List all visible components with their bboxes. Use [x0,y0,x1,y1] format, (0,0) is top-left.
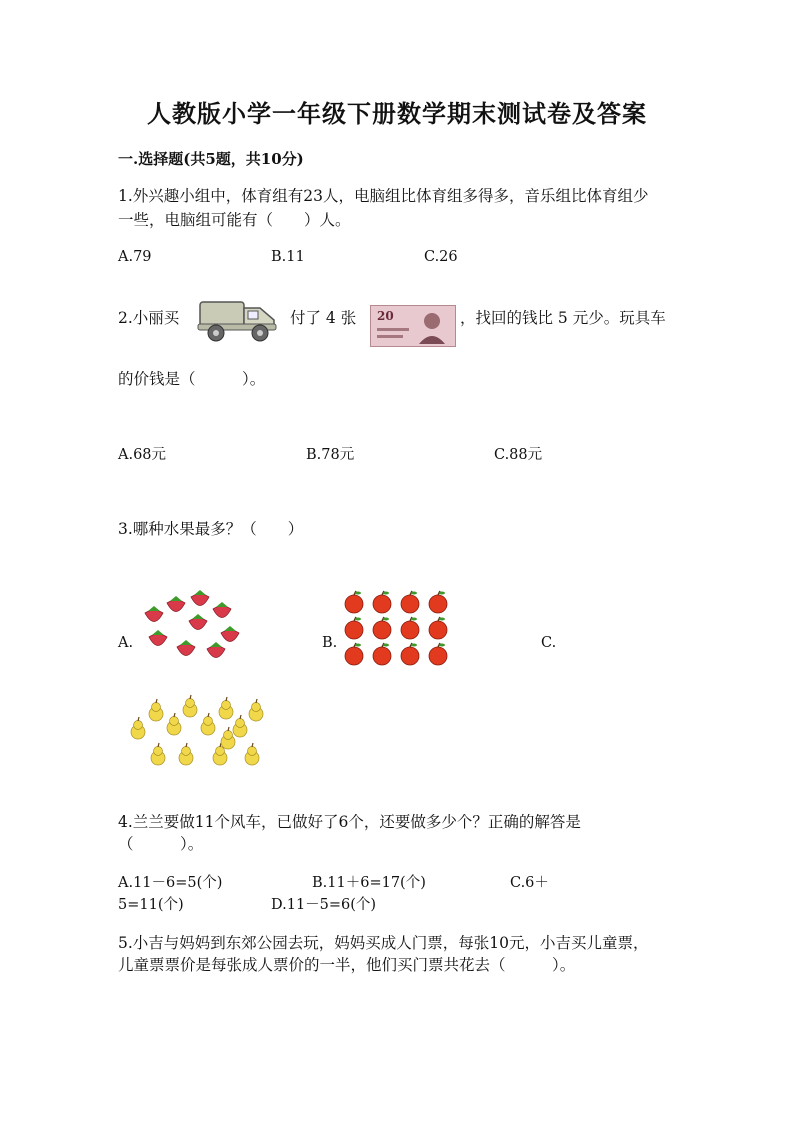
strawberry-icon [145,606,163,622]
question-4-option-c: C.6＋ [510,875,549,891]
strawberries-image [140,586,250,670]
pear-icon [167,713,181,735]
strawberry-icon [191,590,209,606]
pears-image [128,692,268,772]
apple-icon [373,617,391,639]
apple-icon [429,643,447,665]
question-2-part-3: ，找回的钱比 5 元少。玩具车 [460,309,666,327]
strawberry-icon [213,602,231,618]
question-3-option-a: A. [118,635,134,651]
apple-icon [345,617,363,639]
strawberry-icon [167,596,185,612]
question-1-line-2: 一些，电脑组可能有（ ）人。 [118,211,351,229]
question-1-option-c: C.26 [424,249,458,265]
question-4-option-b: B.11＋6=17(个) [312,875,426,891]
question-1-option-a: A.79 [118,249,152,265]
strawberry-icon [207,642,225,658]
pear-icon [149,699,163,721]
question-3-option-c: C. [541,635,557,651]
pear-icon [183,695,197,717]
question-2-part-2: 付了 4 张 [290,309,357,327]
pear-icon [245,743,259,765]
apples-image [340,590,460,670]
pear-icon [151,743,165,765]
apple-icon [429,617,447,639]
question-4-line-2: （ ）。 [118,835,204,853]
question-1-line-1: 1.外兴趣小组中，体育组有23人，电脑组比体育组多得多，音乐组比体育组少 [118,187,649,205]
question-2-option-b: B.78元 [306,447,355,463]
strawberry-icon [149,630,167,646]
apple-icon [401,617,419,639]
pear-icon [219,697,233,719]
pear-icon [249,699,263,721]
question-4-option-a: A.11－6=5(个) [118,875,223,891]
pear-icon [233,715,247,737]
question-2-part-1: 2.小丽买 [118,309,180,327]
question-3-line-1: 3.哪种水果最多？（ ） [118,520,304,538]
apple-icon [345,591,363,613]
question-5-line-1: 5.小吉与妈妈到东郊公园去玩，妈妈买成人门票，每张10元，小吉买儿童票， [118,934,649,952]
pear-icon [179,743,193,765]
apple-icon [345,643,363,665]
apple-icon [373,643,391,665]
pear-icon [131,717,145,739]
portrait-icon [415,308,449,344]
question-2-line-2: 的价钱是（ ）。 [118,370,266,388]
question-4-option-d: D.11－5=6(个) [271,897,377,913]
strawberry-icon [177,640,195,656]
banknote-image [370,305,456,347]
pear-icon [201,713,215,735]
page-title: 人教版小学一年级下册数学期末测试卷及答案 [147,99,647,128]
apple-icon [429,591,447,613]
question-3-option-b: B. [322,635,338,651]
apple-icon [401,591,419,613]
question-4-option-c-cont: 5=11(个) [118,897,184,913]
section-heading: 一.选择题(共5题，共10分) [118,150,304,168]
question-5-line-2: 儿童票票价是每张成人票价的一半，他们买门票共花去（ ）。 [118,956,576,974]
question-2-option-a: A.68元 [118,447,167,463]
strawberry-icon [221,626,239,642]
strawberry-icon [189,614,207,630]
question-1-option-b: B.11 [271,249,305,265]
question-4-line-1: 4.兰兰要做11个风车，已做好了6个，还要做多少个？正确的解答是 [118,813,581,831]
apple-icon [373,591,391,613]
toy-truck-image [196,290,280,344]
apple-icon [401,643,419,665]
banknote-value: 20 [377,309,394,323]
question-2-option-c: C.88元 [494,447,543,463]
